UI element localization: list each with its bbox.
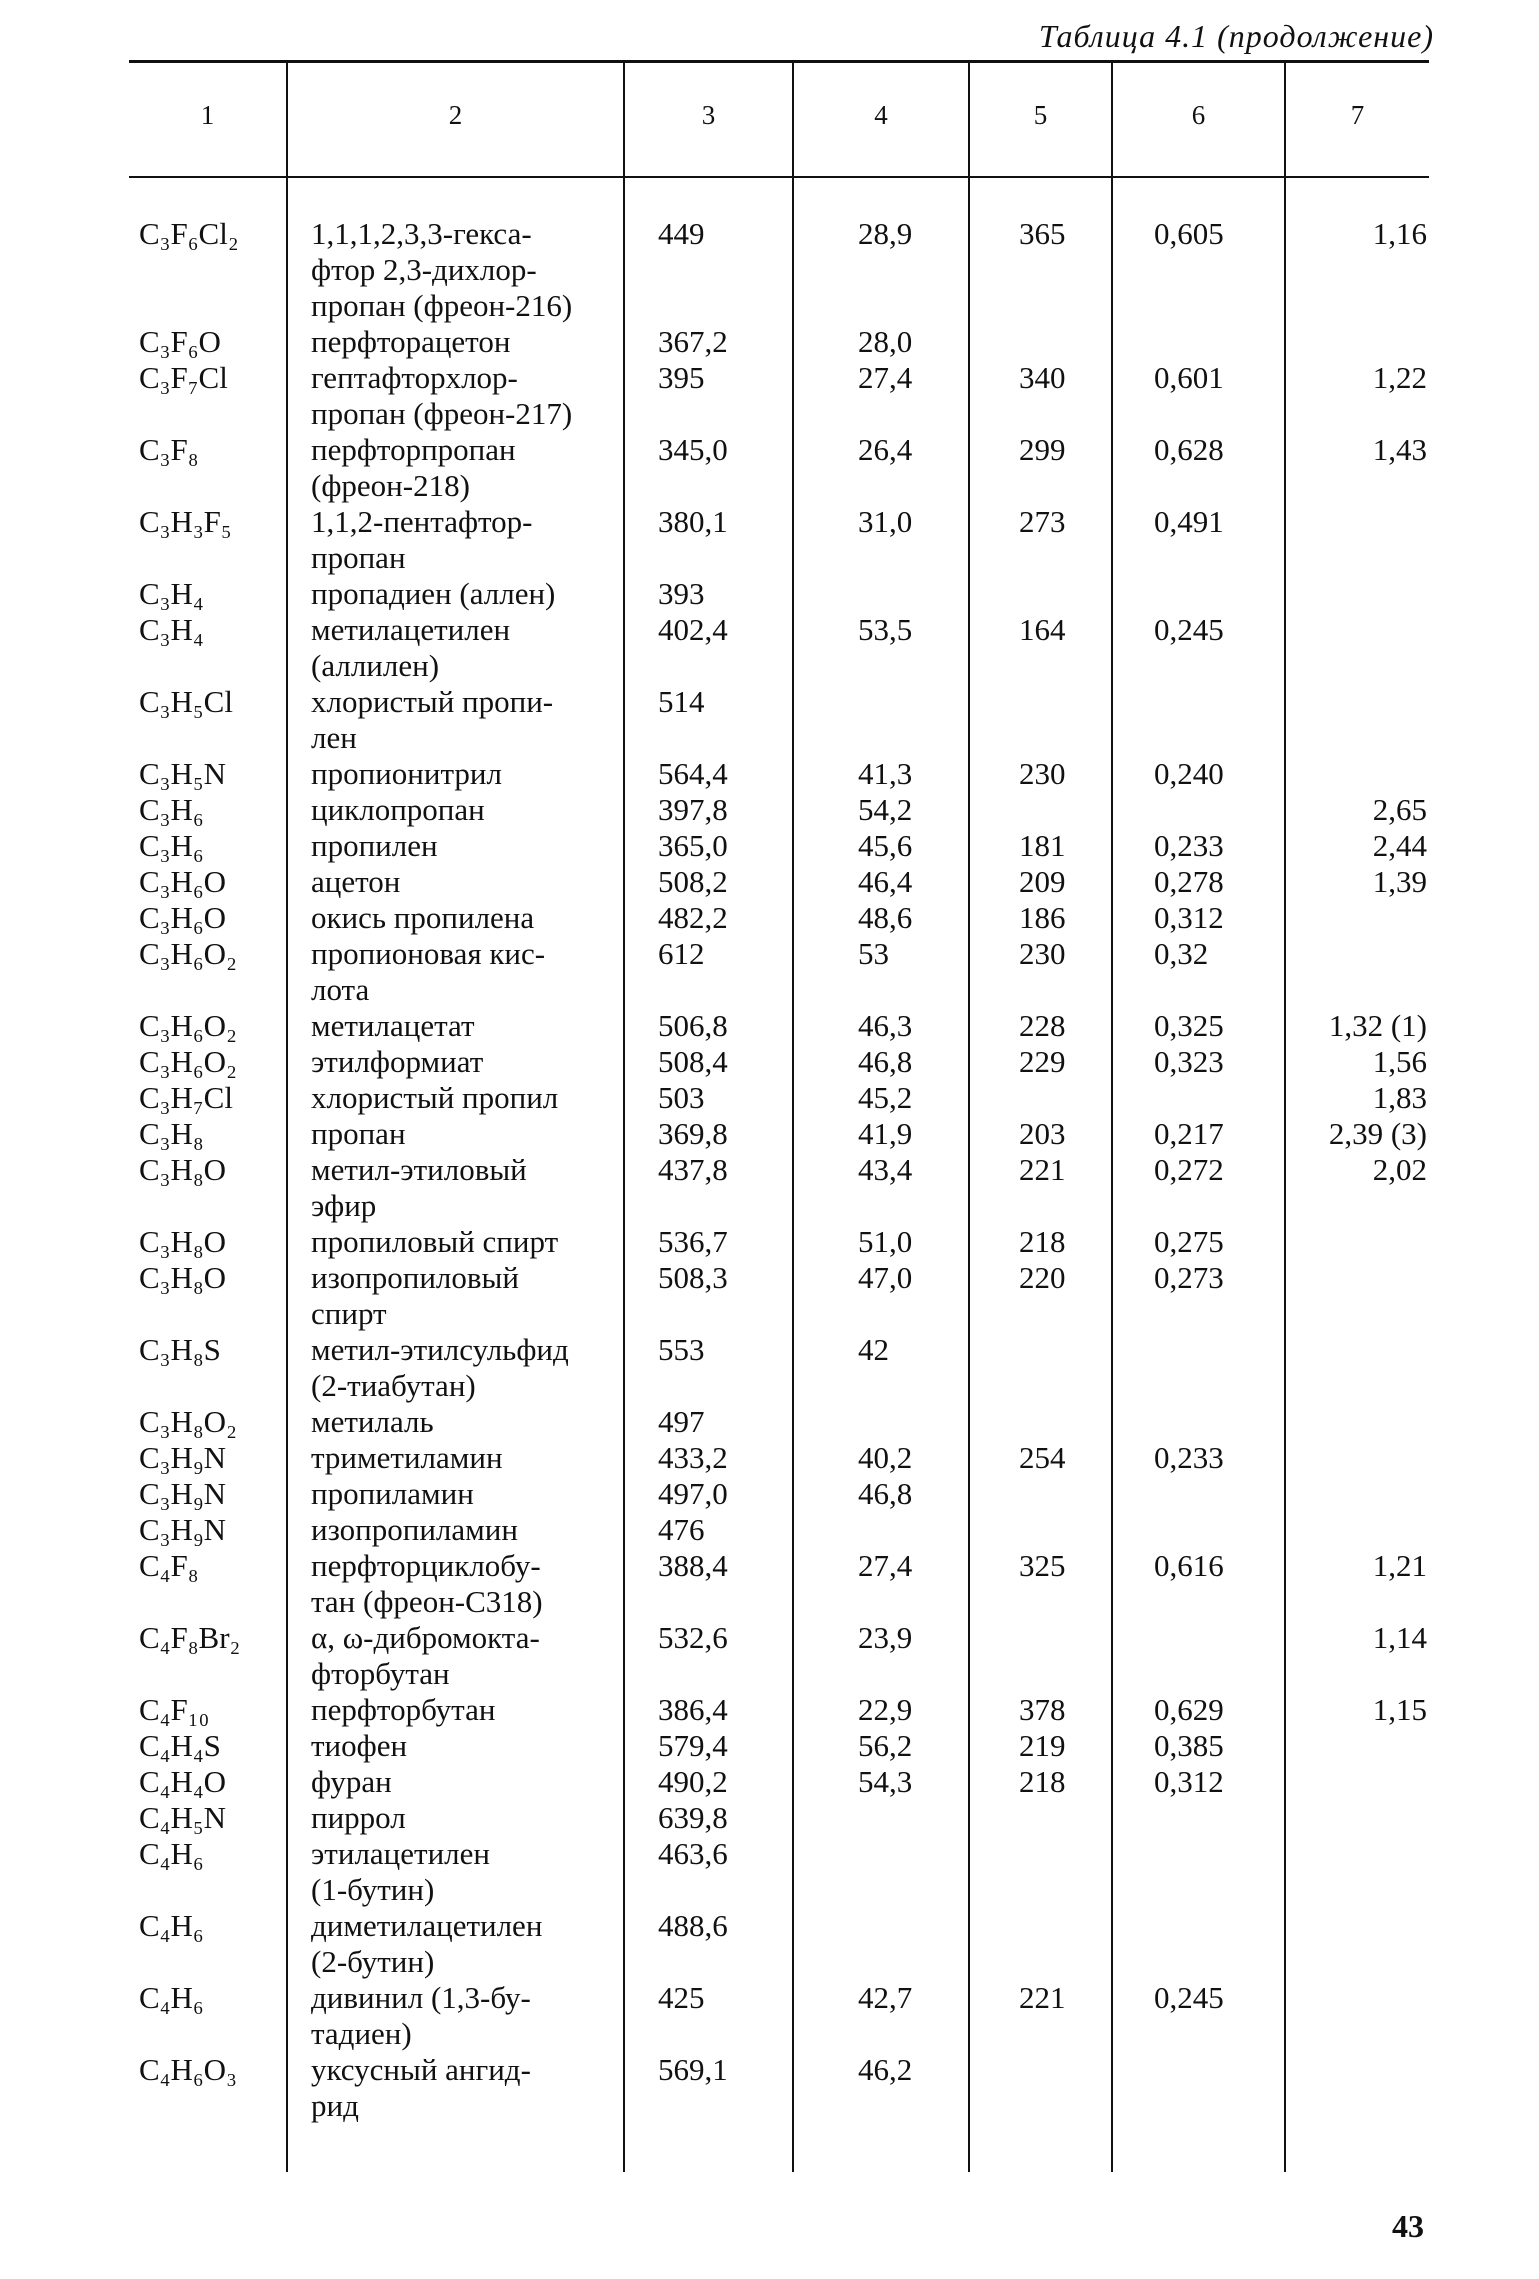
value-cell-col4: 54,2 [858,792,913,827]
value-cell-col7: 1,39 [1372,864,1427,899]
value-cell-col3: 639,8 [658,1800,728,1835]
substance-name-cell [311,1728,1539,1764]
formula-cell: C₄F₈Br₂ [139,1620,241,1655]
formula-cell: C₄H₅N [139,1800,227,1835]
substance-name-cell [311,1620,1539,1692]
substance-name-cell [311,756,1539,792]
substance-name-line: фтор 2,3-дихлор- [311,252,537,287]
substance-name-line: метилацетат [311,1008,475,1043]
formula-cell: C₄F₁₀ [139,1692,210,1727]
value-cell-col3: 476 [658,1512,705,1547]
value-cell-col7: 1,14 [1372,1620,1427,1655]
value-cell-col4: 45,6 [858,828,913,863]
value-cell-col4: 42,7 [858,1980,913,2015]
substance-name-line: гептафторхлор- [311,360,518,395]
substance-name-cell [311,1404,1539,1440]
column-header-4: 4 [874,100,888,130]
substance-name-line: метилацетилен [311,612,511,647]
value-cell-col4: 46,3 [858,1008,913,1043]
value-cell-col5: 230 [1019,756,1066,791]
substance-name-line: этилформиат [311,1044,484,1079]
value-cell-col4: 27,4 [858,1548,913,1583]
formula-cell: C₃H₆ [139,792,204,827]
value-cell-col6: 0,491 [1154,504,1224,539]
table-row [0,1404,1539,1440]
value-cell-col4: 26,4 [858,432,913,467]
substance-name-cell [311,1080,1539,1116]
value-cell-col4: 53,5 [858,612,913,647]
substance-name-line: перфторацетон [311,324,511,359]
value-cell-col3: 380,1 [658,504,728,539]
value-cell-col6: 0,325 [1154,1008,1224,1043]
substance-name-line: перфторбутан [311,1692,496,1727]
value-cell-col3: 388,4 [658,1548,728,1583]
value-cell-col3: 508,2 [658,864,728,899]
substance-name-line: хлористый пропи- [311,684,554,719]
substance-name-line: пропан [311,1116,406,1151]
value-cell-col7: 1,15 [1372,1692,1427,1727]
column-header-5: 5 [1033,100,1048,130]
value-cell-col6: 0,240 [1154,756,1224,791]
table-row [0,756,1539,792]
value-cell-col5: 273 [1019,504,1066,539]
substance-name-line: тиофен [311,1728,408,1763]
value-cell-col6: 0,601 [1154,360,1224,395]
substance-name-cell [311,1332,1539,1404]
table-row [0,576,1539,612]
value-cell-col6: 0,245 [1154,612,1224,647]
formula-cell: C₃H₈O [139,1224,227,1259]
substance-name-line: уксусный ангид- [311,2052,531,2087]
table-row [0,1692,1539,1728]
substance-name-line: (аллилен) [311,648,440,683]
value-cell-col4: 46,2 [858,2052,913,2087]
substance-name-line: (фреон-218) [311,468,470,503]
substance-name-line: пропан (фреон-216) [311,288,573,323]
value-cell-col4: 27,4 [858,360,913,395]
formula-cell: C₄F₈ [139,1548,199,1583]
value-cell-col3: 345,0 [658,432,728,467]
table-row [0,900,1539,936]
value-cell-col6: 0,273 [1154,1260,1224,1295]
formula-cell: C₃F₆Cl₂ [139,216,239,251]
value-cell-col3: 536,7 [658,1224,728,1259]
table-row [0,1800,1539,1836]
table-caption: Таблица 4.1 (продолжение) [1038,18,1434,54]
substance-name-cell [311,1512,1539,1548]
column-header-2: 2 [448,100,463,130]
value-cell-col4: 48,6 [858,900,913,935]
value-cell-col3: 386,4 [658,1692,728,1727]
value-cell-col6: 0,312 [1154,900,1224,935]
table-row [0,1260,1539,1332]
formula-cell: C₃H₆O₂ [139,1008,237,1043]
substance-name-line: лен [311,720,357,755]
value-cell-col4: 46,4 [858,864,913,899]
substance-name-line: окись пропилена [311,900,535,935]
formula-cell: C₃H₆ [139,828,204,863]
value-cell-col3: 508,4 [658,1044,728,1079]
value-cell-col3: 369,8 [658,1116,728,1151]
substance-name-cell [311,936,1539,1008]
value-cell-col3: 497,0 [658,1476,728,1511]
value-cell-col6: 0,245 [1154,1980,1224,2015]
value-cell-col6: 0,629 [1154,1692,1224,1727]
value-cell-col7: 1,83 [1372,1080,1427,1115]
value-cell-col4: 42 [858,1332,889,1367]
value-cell-col3: 393 [658,576,705,611]
substance-name-line: метил-этиловый [311,1152,527,1187]
value-cell-col5: 219 [1019,1728,1066,1763]
substance-name-line: рид [311,2088,359,2123]
substance-name-cell [311,324,1539,360]
value-cell-col6: 0,233 [1154,828,1224,863]
substance-name-line: (1-бутин) [311,1872,435,1907]
value-cell-col3: 506,8 [658,1008,728,1043]
substance-name-cell [311,2052,1539,2124]
value-cell-col3: 508,3 [658,1260,728,1295]
substance-name-cell [311,576,1539,612]
column-header-1: 1 [200,100,215,130]
value-cell-col3: 482,2 [658,900,728,935]
substance-name-line: пропилен [311,828,438,863]
table-row [0,1764,1539,1800]
table-row [0,612,1539,684]
substance-name-cell [311,864,1539,900]
substance-name-line: ацетон [311,864,401,899]
value-cell-col6: 0,278 [1154,864,1224,899]
value-cell-col3: 402,4 [658,612,728,647]
substance-name-cell [311,504,1539,576]
substance-name-line: пропиламин [311,1476,474,1511]
value-cell-col4: 46,8 [858,1044,913,1079]
value-cell-col5: 221 [1019,1152,1066,1187]
substance-name-line: пропионитрил [311,756,502,791]
table-row [0,1512,1539,1548]
table-row [0,1008,1539,1044]
substance-name-line: пропан [311,540,406,575]
value-cell-col3: 449 [658,216,705,251]
substance-name-line: 1,1,2-пентафтор- [311,504,533,539]
value-cell-col7: 1,22 [1372,360,1427,395]
value-cell-col3: 514 [658,684,705,719]
substance-name-line: изопропиловый [311,1260,519,1295]
value-cell-col5: 230 [1019,936,1066,971]
value-cell-col4: 22,9 [858,1692,913,1727]
table-row [0,864,1539,900]
value-cell-col5: 254 [1019,1440,1066,1475]
header-bottom-rule [129,176,1429,178]
table-row [0,1152,1539,1224]
value-cell-col7: 1,16 [1372,216,1427,251]
substance-name-cell [311,1800,1539,1836]
value-cell-col7: 2,39 (3) [1328,1116,1427,1151]
formula-cell: C₃H₄ [139,576,204,611]
formula-cell: C₃H₇Cl [139,1080,233,1115]
formula-cell: C₃F₇Cl [139,360,228,395]
value-cell-col5: 186 [1019,900,1066,935]
table-row [0,2052,1539,2124]
substance-name-cell [311,900,1539,936]
value-cell-col5: 228 [1019,1008,1066,1043]
formula-cell: C₃H₅Cl [139,684,233,719]
value-cell-col5: 181 [1019,828,1066,863]
substance-name-cell [311,1836,1539,1908]
formula-cell: C₄H₄S [139,1728,221,1763]
substance-name-cell [311,1260,1539,1332]
value-cell-col4: 41,3 [858,756,913,791]
value-cell-col3: 503 [658,1080,705,1115]
value-cell-col3: 553 [658,1332,705,1367]
value-cell-col3: 488,6 [658,1908,728,1943]
value-cell-col3: 395 [658,360,705,395]
value-cell-col6: 0,605 [1154,216,1224,251]
substance-name-line: дивинил (1,3-бу- [311,1980,531,2015]
formula-cell: C₃H₉N [139,1476,227,1511]
table-row [0,360,1539,432]
formula-cell: C₃H₈O₂ [139,1404,237,1439]
table-row [0,1620,1539,1692]
formula-cell: C₃H₆O [139,864,227,899]
value-cell-col6: 0,272 [1154,1152,1224,1187]
substance-name-cell [311,1440,1539,1476]
value-cell-col3: 463,6 [658,1836,728,1871]
substance-name-line: диметилацетилен [311,1908,543,1943]
substance-name-cell [311,792,1539,828]
value-cell-col5: 299 [1019,432,1066,467]
substance-name-line: этилацетилен [311,1836,490,1871]
substance-name-cell [311,1764,1539,1800]
formula-cell: C₃F₆O [139,324,221,359]
table-row [0,1728,1539,1764]
value-cell-col5: 220 [1019,1260,1066,1295]
value-cell-col5: 325 [1019,1548,1066,1583]
value-cell-col4: 28,0 [858,324,913,359]
formula-cell: C₃H₃F₅ [139,504,232,539]
substance-name-line: триметиламин [311,1440,503,1475]
value-cell-col3: 612 [658,936,705,971]
substance-name-cell [311,1476,1539,1512]
value-cell-col7: 1,56 [1372,1044,1427,1079]
substance-name-cell [311,684,1539,756]
value-cell-col5: 164 [1019,612,1066,647]
table-row [0,1836,1539,1908]
substance-name-line: фуран [311,1764,392,1799]
table-row [0,1044,1539,1080]
substance-name-line: пропиловый спирт [311,1224,559,1259]
substance-name-line: эфир [311,1188,377,1223]
value-cell-col6: 0,217 [1154,1116,1224,1151]
value-cell-col6: 0,312 [1154,1764,1224,1799]
substance-name-cell [311,1152,1539,1224]
substance-name-cell [311,1548,1539,1620]
formula-cell: C₃F₈ [139,432,199,467]
value-cell-col3: 433,2 [658,1440,728,1475]
value-cell-col3: 579,4 [658,1728,728,1763]
value-cell-col3: 437,8 [658,1152,728,1187]
formula-cell: C₃H₆O₂ [139,936,237,971]
table-row [0,1908,1539,1980]
table-row [0,1548,1539,1620]
value-cell-col3: 564,4 [658,756,728,791]
formula-cell: C₄H₆O₃ [139,2052,237,2087]
value-cell-col6: 0,275 [1154,1224,1224,1259]
value-cell-col3: 490,2 [658,1764,728,1799]
substance-name-cell [311,828,1539,864]
value-cell-col5: 229 [1019,1044,1066,1079]
value-cell-col5: 209 [1019,864,1066,899]
substance-name-line: пиррол [311,1800,406,1835]
table-top-rule [129,60,1429,63]
value-cell-col7: 1,43 [1372,432,1427,467]
table-body [0,216,1539,2124]
value-cell-col3: 497 [658,1404,705,1439]
substance-name-line: тан (фреон-C318) [311,1584,543,1619]
substance-name-cell [311,360,1539,432]
value-cell-col6: 0,385 [1154,1728,1224,1763]
substance-name-line: метилаль [311,1404,434,1439]
formula-cell: C₃H₈S [139,1332,221,1367]
substance-name-line: спирт [311,1296,387,1331]
value-cell-col3: 397,8 [658,792,728,827]
table-row [0,1080,1539,1116]
table-row [0,1332,1539,1404]
table-row [0,1440,1539,1476]
substance-name-line: (2-бутин) [311,1944,435,1979]
table-row [0,1476,1539,1512]
substance-name-line: пропионовая кис- [311,936,546,971]
substance-name-line: циклопропан [311,792,485,827]
value-cell-col7: 2,44 [1372,828,1427,863]
value-cell-col4: 46,8 [858,1476,913,1511]
value-cell-col3: 425 [658,1980,705,2015]
value-cell-col4: 43,4 [858,1152,913,1187]
table-row [0,216,1539,324]
table-row [0,1224,1539,1260]
value-cell-col6: 0,323 [1154,1044,1224,1079]
substance-name-cell [311,1908,1539,1980]
table-row [0,828,1539,864]
value-cell-col6: 0,233 [1154,1440,1224,1475]
value-cell-col6: 0,628 [1154,432,1224,467]
value-cell-col5: 340 [1019,360,1066,395]
value-cell-col4: 45,2 [858,1080,913,1115]
formula-cell: C₄H₆ [139,1908,204,1943]
value-cell-col4: 31,0 [858,504,913,539]
formula-cell: C₄H₆ [139,1836,204,1871]
formula-cell: C₄H₆ [139,1980,204,2015]
value-cell-col5: 378 [1019,1692,1066,1727]
value-cell-col7: 2,02 [1372,1152,1427,1187]
value-cell-col7: 1,21 [1372,1548,1427,1583]
value-cell-col5: 221 [1019,1980,1066,2015]
substance-name-line: пропадиен (аллен) [311,576,556,611]
value-cell-col6: 0,616 [1154,1548,1224,1583]
substance-name-line: лота [311,972,370,1007]
value-cell-col4: 23,9 [858,1620,913,1655]
substance-name-line: метил-этилсульфид [311,1332,569,1367]
value-cell-col4: 41,9 [858,1116,913,1151]
formula-cell: C₃H₆O [139,900,227,935]
value-cell-col5: 365 [1019,216,1066,251]
substance-name-cell [311,1224,1539,1260]
value-cell-col3: 532,6 [658,1620,728,1655]
formula-cell: C₄H₄O [139,1764,227,1799]
table-row [0,504,1539,576]
value-cell-col4: 54,3 [858,1764,913,1799]
substance-name-line: пропан (фреон-217) [311,396,573,431]
column-header-6: 6 [1191,100,1206,130]
substance-name-cell [311,1044,1539,1080]
substance-name-cell [311,216,1539,324]
substance-name-cell [311,1692,1539,1728]
table-row [0,1980,1539,2052]
value-cell-col3: 569,1 [658,2052,728,2087]
value-cell-col4: 53 [858,936,889,971]
substance-name-cell [311,432,1539,504]
formula-cell: C₃H₈O [139,1260,227,1295]
value-cell-col5: 218 [1019,1224,1066,1259]
value-cell-col6: 0,32 [1154,936,1209,971]
value-cell-col5: 203 [1019,1116,1066,1151]
page-number: 43 [1392,2208,1424,2244]
value-cell-col3: 367,2 [658,324,728,359]
value-cell-col4: 28,9 [858,216,913,251]
value-cell-col7: 1,32 (1) [1328,1008,1427,1043]
substance-name-line: α, ω-дибромокта- [311,1620,540,1655]
substance-name-line: изопропиламин [311,1512,518,1547]
substance-name-line: перфторциклобу- [311,1548,541,1583]
value-cell-col5: 218 [1019,1764,1066,1799]
table-row [0,936,1539,1008]
substance-name-line: хлористый пропил [311,1080,559,1115]
substance-name-line: фторбутан [311,1656,450,1691]
value-cell-col3: 365,0 [658,828,728,863]
formula-cell: C₃H₅N [139,756,227,791]
value-cell-col4: 51,0 [858,1224,913,1259]
table-row [0,324,1539,360]
column-header-7: 7 [1350,100,1365,130]
value-cell-col4: 40,2 [858,1440,913,1475]
formula-cell: C₃H₄ [139,612,204,647]
value-cell-col4: 47,0 [858,1260,913,1295]
table-row [0,1116,1539,1152]
substance-name-line: перфторпропан [311,432,516,467]
formula-cell: C₃H₉N [139,1440,227,1475]
column-header-3: 3 [701,100,716,130]
substance-name-line: 1,1,1,2,3,3-гекса- [311,216,532,251]
formula-cell: C₃H₈O [139,1152,227,1187]
formula-cell: C₃H₈ [139,1116,204,1151]
formula-cell: C₃H₆O₂ [139,1044,237,1079]
table-row [0,432,1539,504]
formula-cell: C₃H₉N [139,1512,227,1547]
substance-name-line: тадиен) [311,2016,412,2051]
table-row [0,792,1539,828]
value-cell-col7: 2,65 [1372,792,1427,827]
substance-name-cell [311,1980,1539,2052]
substance-name-line: (2-тиабутан) [311,1368,476,1403]
table-row [0,684,1539,756]
value-cell-col4: 56,2 [858,1728,913,1763]
substance-name-cell [311,612,1539,684]
